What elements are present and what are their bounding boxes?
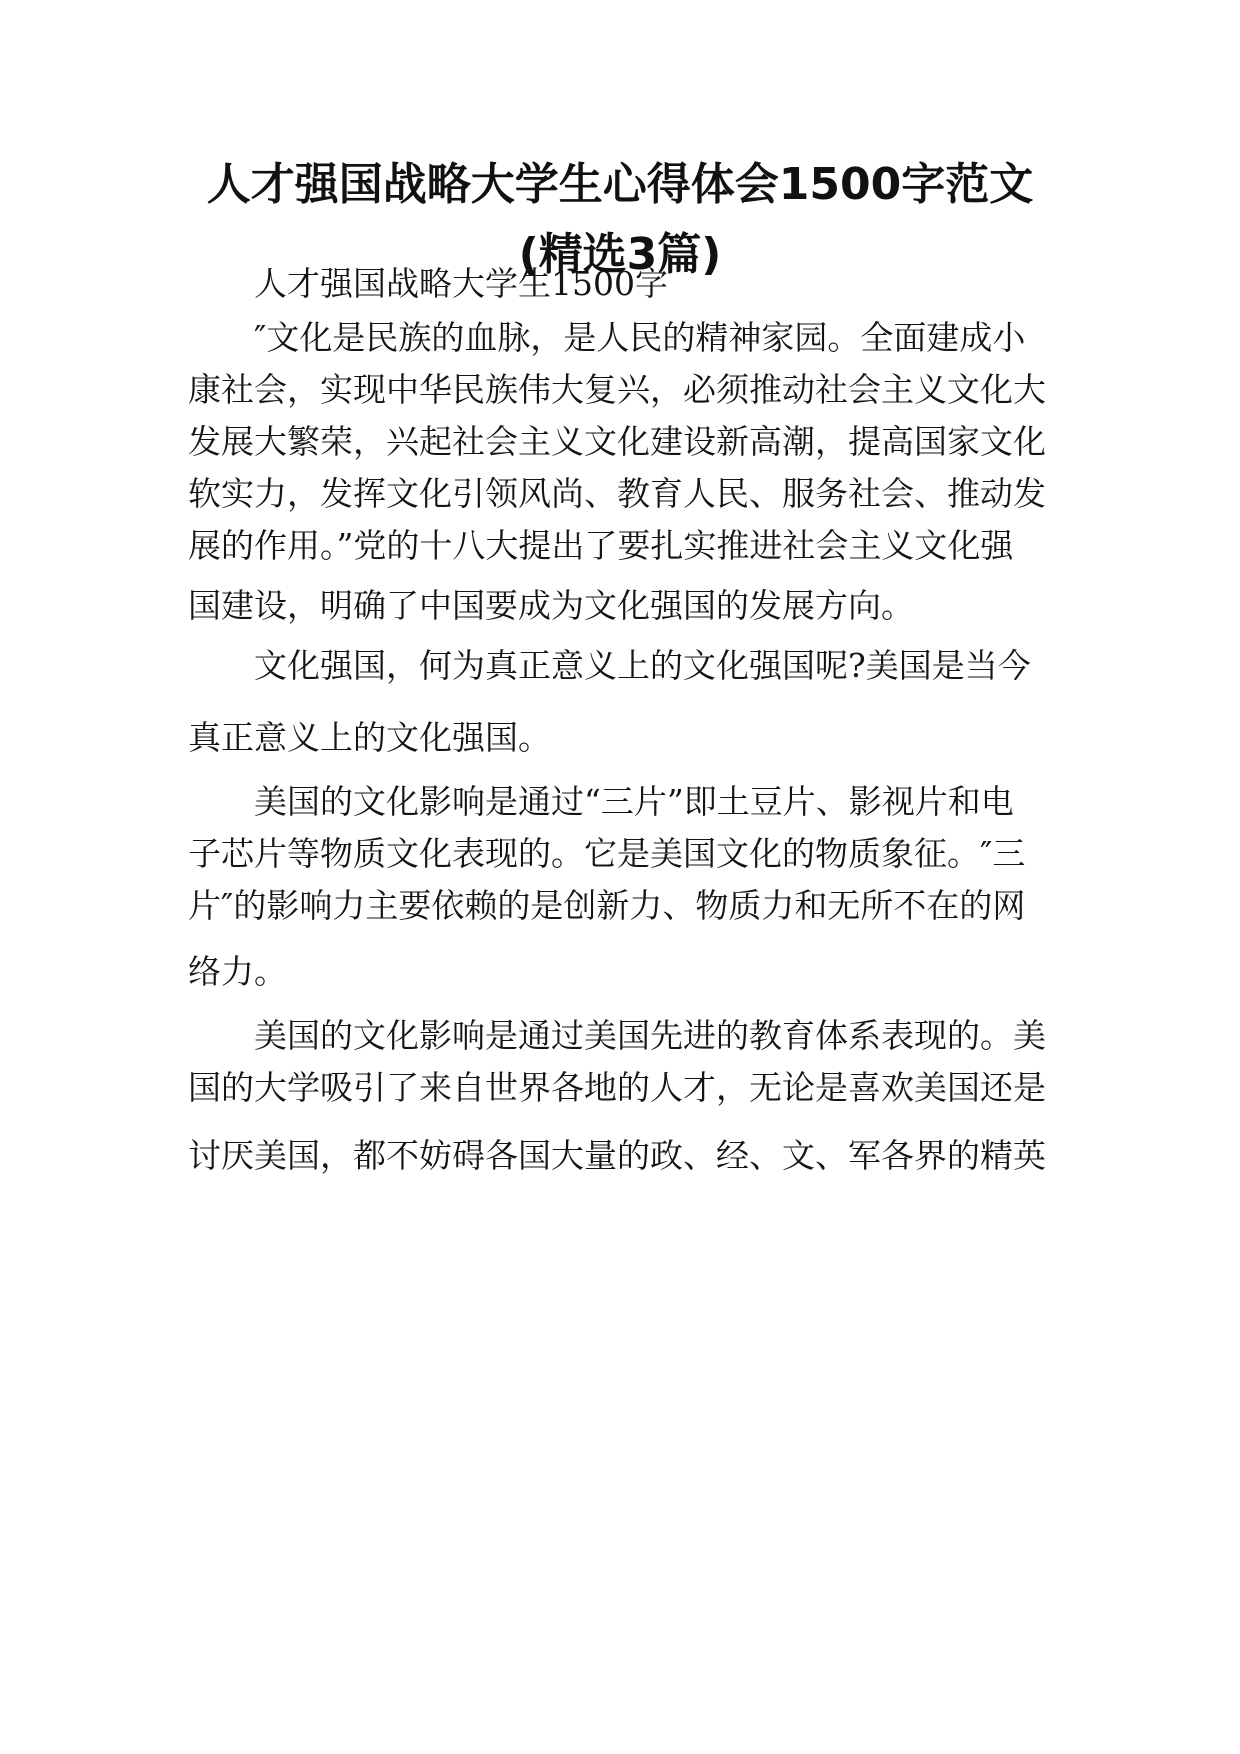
paragraph-2-line-1: 文化强国，何为真正意义上的文化强国呢?美国是当今 bbox=[254, 646, 1031, 685]
subtitle-line: 人才强国战略大学生1500字 bbox=[254, 264, 668, 303]
document-title-line-1: 人才强国战略大学生心得体会1500字范文 bbox=[206, 159, 1034, 210]
paragraph-3-line-3: 片″的影响力主要依赖的是创新力、物质力和无所不在的网 bbox=[188, 886, 1026, 925]
paragraph-1-line-4: 软实力，发挥文化引领风尚、教育人民、服务社会、推动发 bbox=[188, 474, 1046, 513]
paragraph-3-line-1: 美国的文化影响是通过“三片”即土豆片、影视片和电 bbox=[254, 782, 1014, 821]
paragraph-1-line-6: 国建设，明确了中国要成为文化强国的发展方向。 bbox=[188, 586, 914, 625]
paragraph-4-line-3: 讨厌美国，都不妨碍各国大量的政、经、文、军各界的精英 bbox=[188, 1136, 1046, 1175]
paragraph-1-line-1: ″文化是民族的血脉，是人民的精神家园。全面建成小 bbox=[254, 318, 1026, 357]
paragraph-1-line-2: 康社会，实现中华民族伟大复兴，必须推动社会主义文化大 bbox=[188, 370, 1046, 409]
document-title-line-2: (精选3篇) bbox=[518, 229, 722, 280]
paragraph-2-line-2: 真正意义上的文化强国。 bbox=[188, 718, 551, 757]
paragraph-3-line-2: 子芯片等物质文化表现的。它是美国文化的物质象征。″三 bbox=[188, 834, 1026, 873]
paragraph-4-line-2: 国的大学吸引了来自世界各地的人才，无论是喜欢美国还是 bbox=[188, 1068, 1046, 1107]
paragraph-1-line-3: 发展大繁荣，兴起社会主义文化建设新高潮，提高国家文化 bbox=[188, 422, 1046, 461]
paragraph-3-line-4: 络力。 bbox=[188, 952, 287, 991]
paragraph-4-line-1: 美国的文化影响是通过美国先进的教育体系表现的。美 bbox=[254, 1016, 1046, 1055]
paragraph-1-line-5: 展的作用。”党的十八大提出了要扎实推进社会主义文化强 bbox=[188, 526, 1014, 565]
